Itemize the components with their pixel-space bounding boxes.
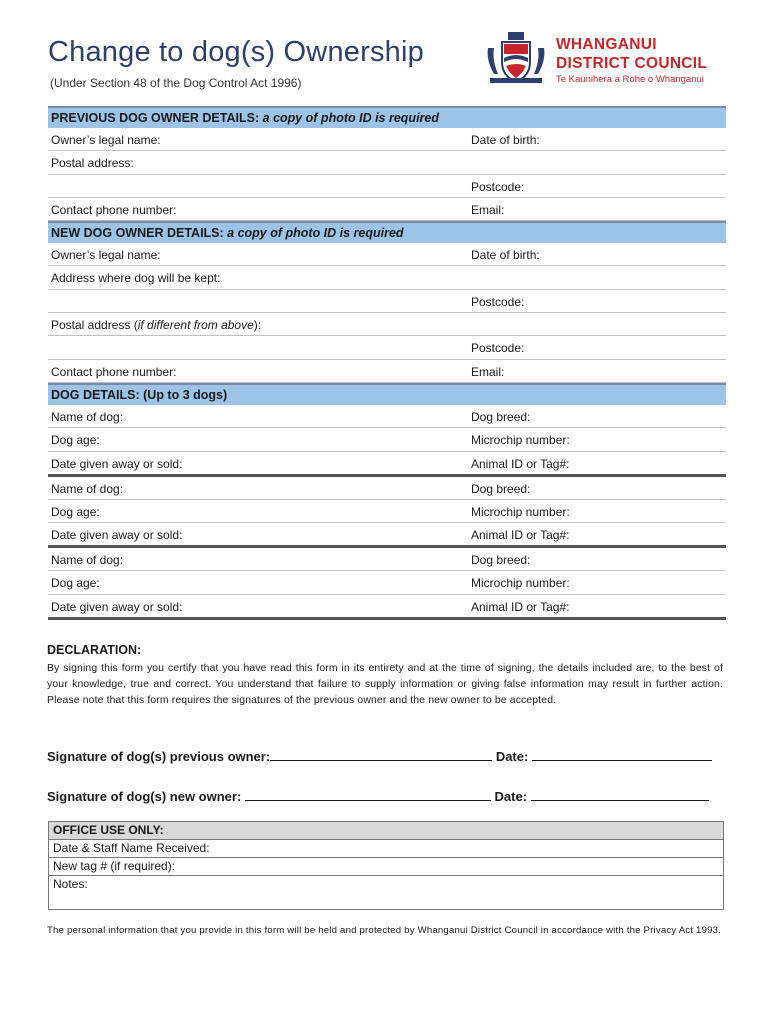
field-label-tag: Animal ID or Tag#: [471, 528, 570, 543]
field-label-dog-name: Name of dog: [51, 481, 124, 496]
form-row [48, 290, 726, 313]
dog-entry-2 [48, 477, 726, 549]
field-label-date-given: Date given away or sold: [51, 528, 183, 543]
date-line[interactable] [532, 748, 712, 761]
form-row [48, 151, 726, 174]
form-row [48, 336, 726, 359]
field-label-date-given: Date given away or sold: [51, 599, 183, 614]
logo-text-line2: DISTRICT COUNCIL [556, 55, 708, 72]
field-label-phone: Contact phone number: [51, 364, 177, 379]
field-label-legal-name: Owner’s legal name: [51, 248, 161, 263]
form-row [48, 477, 726, 500]
field-label-microchip: Microchip number: [471, 576, 570, 591]
field-label-email: Email: [471, 202, 505, 217]
field-label-date-given: Date given away or sold: [51, 456, 183, 471]
field-label-phone: Contact phone number: [51, 202, 177, 217]
dog-entry-3 [48, 548, 726, 620]
office-use-heading: OFFICE USE ONLY: [49, 822, 723, 840]
field-label-tag: Animal ID or Tag#: [471, 599, 570, 614]
office-notes-field[interactable]: Notes: [53, 877, 88, 891]
ownership-form [48, 106, 726, 620]
declaration-heading: DECLARATION: [47, 643, 142, 657]
section-new-owner: NEW DOG OWNER DETAILS: a copy of photo ID is required [48, 221, 726, 243]
field-label-dog-breed: Dog breed: [471, 481, 531, 496]
form-row [48, 571, 726, 594]
privacy-statement: The personal information that you provide in this form will be held and protected by Whanganui District Council in accordance with the Privacy Act 1993. [47, 925, 722, 936]
form-row [48, 243, 726, 266]
field-label-microchip: Microchip number: [471, 504, 570, 519]
field-label-dog-breed: Dog breed: [471, 553, 531, 568]
logo-text-line1: WHANGANUI [556, 36, 657, 53]
field-label-postal-address: Postal address (if different from above): [51, 318, 262, 333]
form-row [48, 548, 726, 571]
section-previous-owner: PREVIOUS DOG OWNER DETAILS: a copy of photo ID is required [48, 106, 726, 128]
declaration-text: By signing this form you certify that you have read this form in its entirety and at the time of signing, the details included are, to the best of your knowledge, true and correct. You understand that failure to supply information or giving false information may result in further action. Please note that this form requires the signatures of the previous owner and the new owner to be accepted. [47, 663, 723, 707]
council-crest-icon [484, 30, 548, 86]
form-row [48, 313, 726, 336]
dog-entry-1 [48, 405, 726, 477]
signature-label: Signature of dog(s) previous owner: [47, 749, 271, 764]
section-dog-details: DOG DETAILS: (Up to 3 dogs) [48, 383, 726, 405]
field-label-kept-address: Address where dog will be kept: [51, 271, 221, 286]
date-label: Date: [495, 749, 532, 764]
form-row [48, 405, 726, 428]
field-label-dog-breed: Dog breed: [471, 409, 531, 424]
form-row [48, 198, 726, 221]
field-label-postcode: Postcode: [471, 341, 525, 356]
form-row [48, 500, 726, 523]
field-label-dob: Date of birth: [471, 248, 540, 263]
date-line[interactable] [531, 788, 709, 801]
page-subtitle: (Under Section 48 of the Dog Control Act 1996) [50, 76, 302, 90]
signature-label: Signature of dog(s) new owner: [47, 789, 245, 804]
signature-previous-owner [47, 748, 712, 764]
field-label-postcode: Postcode: [471, 179, 525, 194]
signature-line[interactable] [270, 748, 492, 761]
form-row [48, 128, 726, 151]
field-label-dog-age: Dog age: [51, 433, 100, 448]
signature-line[interactable] [245, 788, 491, 801]
form-row [48, 175, 726, 198]
field-label-dog-name: Name of dog: [51, 409, 124, 424]
page-title: Change to dog(s) Ownership [48, 36, 424, 68]
council-logo [484, 30, 724, 88]
office-tag-field[interactable]: New tag # (if required): [49, 858, 723, 876]
field-label-postal-address: Postal address: [51, 156, 134, 171]
date-label: Date: [494, 789, 531, 804]
office-received-field[interactable]: Date & Staff Name Received: [49, 840, 723, 858]
form-row [48, 452, 726, 477]
field-label-email: Email: [471, 364, 505, 379]
field-label-dog-name: Name of dog: [51, 553, 124, 568]
office-use-box [48, 821, 724, 910]
field-label-legal-name: Owner’s legal name: [51, 133, 161, 147]
field-label-dog-age: Dog age: [51, 504, 100, 519]
form-row [48, 266, 726, 289]
field-label-dob: Date of birth: [471, 133, 540, 147]
form-row [48, 595, 726, 620]
field-label-microchip: Microchip number: [471, 433, 570, 448]
field-label-tag: Animal ID or Tag#: [471, 456, 570, 471]
form-row [48, 360, 726, 383]
logo-text-line3: Te Kaunihera a Rohe o Whanganui [556, 74, 704, 85]
signature-new-owner [47, 788, 709, 804]
form-row [48, 428, 726, 451]
field-label-dog-age: Dog age: [51, 576, 100, 591]
field-label-postcode: Postcode: [471, 294, 525, 309]
form-row [48, 523, 726, 548]
